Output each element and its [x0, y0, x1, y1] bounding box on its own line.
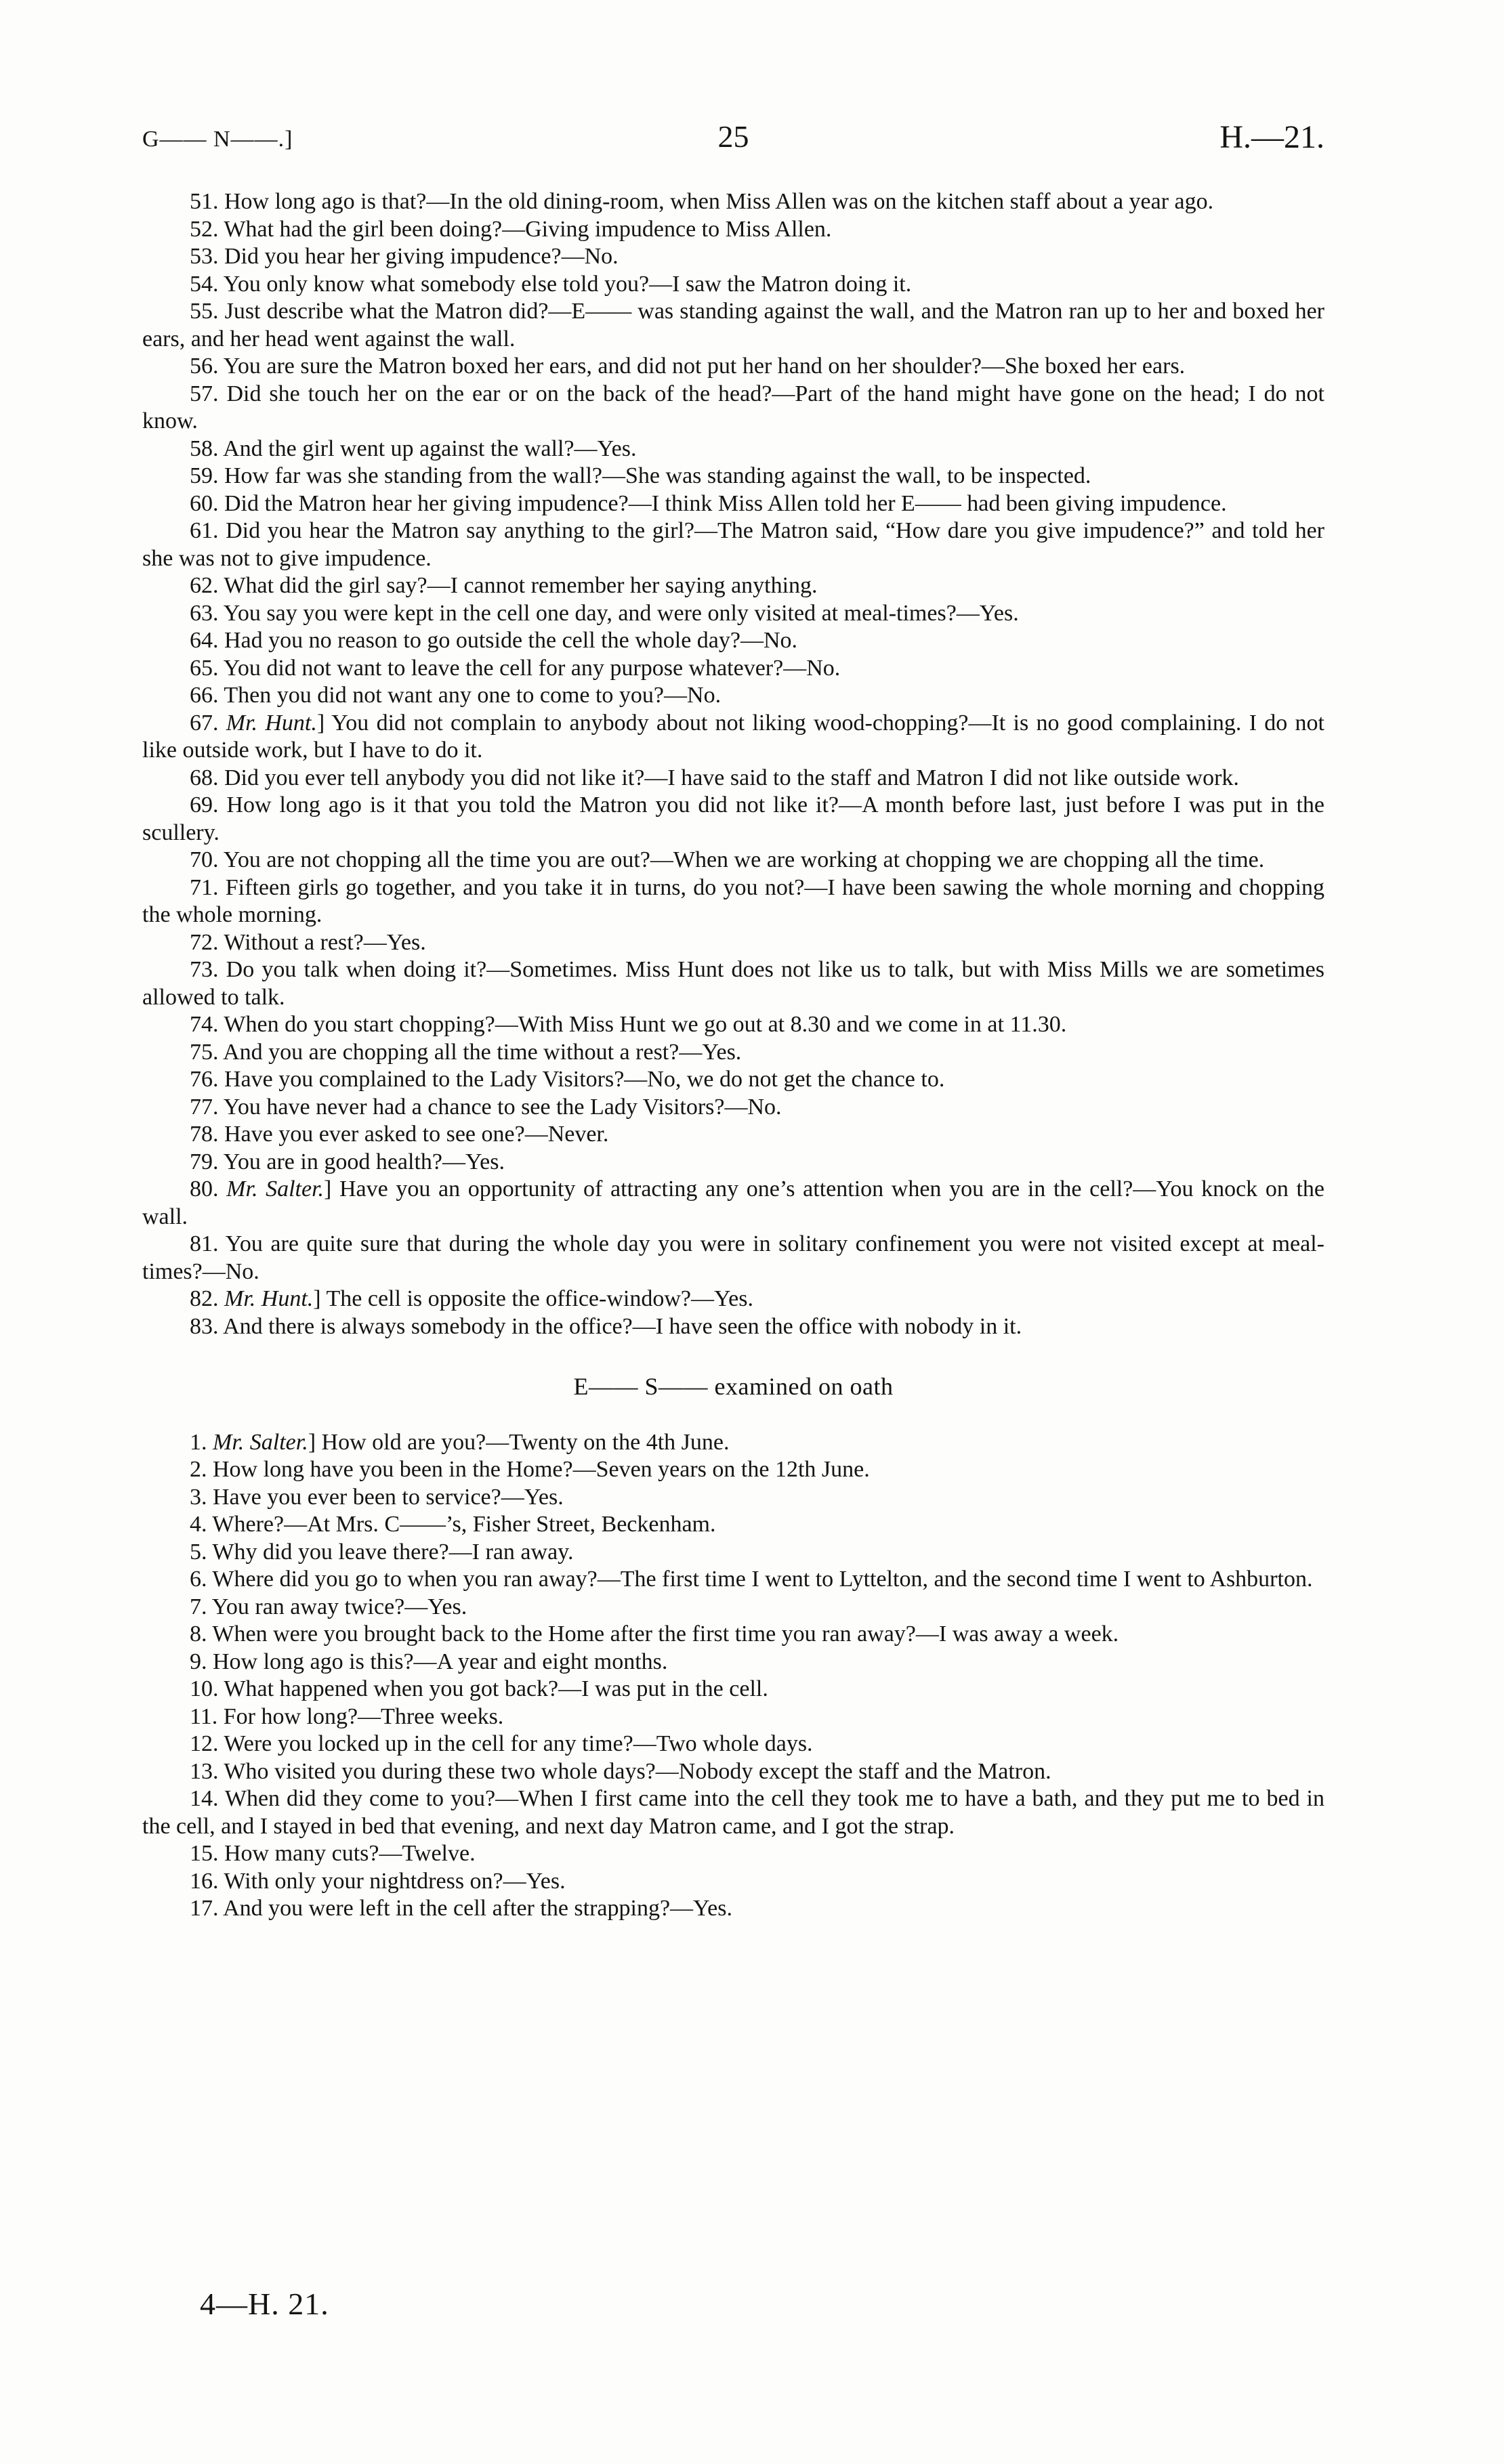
question-answer-item: 83. And there is always somebody in the office?—I have seen the office with nobody in it. [190, 1313, 1022, 1339]
question-answer-item: 65. You did not want to leave the cell for any purpose whatever?—No. [190, 655, 841, 681]
question-answer-item: 80. Mr. Salter.] Have you an opportunity of attracting any one’s attention when you are in the cell?—You knock on the wall. [142, 1176, 1325, 1229]
question-answer-item: 63. You say you were kept in the cell one day, and were only visited at meal-times?—Yes. [190, 600, 1019, 626]
page-footer-signature: 4—H. 21. [200, 2287, 329, 2321]
question-answer-item: 52. What had the girl been doing?—Giving impudence to Miss Allen. [190, 216, 832, 242]
question-answer-item: 17. And you were left in the cell after the strapping?—Yes. [190, 1896, 733, 1921]
question-answer-item: 62. What did the girl say?—I cannot remember her saying anything. [190, 573, 818, 598]
page-header [142, 119, 1324, 166]
page-number: 25 [717, 119, 749, 154]
question-answer-item: 64. Had you no reason to go outside the cell the whole day?—No. [190, 628, 798, 653]
question-answer-item: 6. Where did you go to when you ran away?—The first time I went to Lyttelton, and the second time I went to Ashburton. [190, 1567, 1313, 1592]
question-answer-item: 76. Have you complained to the Lady Visitors?—No, we do not get the chance to. [190, 1067, 945, 1092]
question-answer-item: 78. Have you ever asked to see one?—Never. [190, 1122, 609, 1147]
question-answer-item: 1. Mr. Salter.] How old are you?—Twenty on the 4th June. [190, 1429, 730, 1455]
question-answer-item: 67. Mr. Hunt.] You did not complain to anybody about not liking wood-chopping?—It is no good complaining. I do not like outside work, but I have to do it. [142, 710, 1324, 763]
question-answer-item: 9. How long ago is this?—A year and eight months. [190, 1649, 668, 1674]
question-answer-item: 69. How long ago is it that you told the Matron you did not like it?—A month before last, just before I was put in the scullery. [142, 792, 1324, 845]
question-answer-item: 72. Without a rest?—Yes. [190, 929, 426, 955]
question-answer-item: 54. You only know what somebody else told you?—I saw the Matron doing it. [190, 271, 912, 297]
question-answer-item: 61. Did you hear the Matron say anything to the girl?—The Matron said, “How dare you give impudence?” and told her she was not to give impudence. [142, 518, 1324, 571]
question-answer-item: 10. What happened when you got back?—I was put in the cell. [190, 1676, 768, 1701]
question-answer-item: 51. How long ago is that?—In the old dining-room, when Miss Allen was on the kitchen staff about a year ago. [190, 189, 1214, 214]
page-body [142, 188, 1324, 1923]
question-answer-item: 75. And you are chopping all the time without a rest?—Yes. [190, 1039, 742, 1065]
question-answer-item: 66. Then you did not want any one to come to you?—No. [190, 683, 722, 708]
question-answer-item: 2. How long have you been in the Home?—Seven years on the 12th June. [190, 1457, 870, 1482]
question-answer-item: 55. Just describe what the Matron did?—E—— was standing against the wall, and the Matron ran up to her and boxed her ears, and her head went against the wall. [142, 299, 1324, 352]
header-witness-initials: G—— N——.] [142, 127, 293, 152]
question-answer-item: 57. Did she touch her on the ear or on the back of the head?—Part of the hand might have gone on the head; I do not know. [142, 381, 1324, 433]
question-answer-item: 77. You have never had a chance to see the Lady Visitors?—No. [190, 1094, 782, 1120]
question-answer-item: 11. For how long?—Three weeks. [190, 1703, 504, 1729]
question-answer-item: 81. You are quite sure that during the whole day you were in solitary confinement you were not visited except at meal-times?—No. [142, 1231, 1324, 1284]
question-answer-item: 12. Were you locked up in the cell for any time?—Two whole days. [190, 1731, 813, 1756]
examination-heading: E—— S—— examined on oath [573, 1373, 894, 1400]
question-answer-item: 5. Why did you leave there?—I ran away. [190, 1539, 574, 1565]
question-answer-item: 82. Mr. Hunt.] The cell is opposite the office-window?—Yes. [190, 1286, 753, 1311]
question-answer-item: 73. Do you talk when doing it?—Sometimes. Miss Hunt does not like us to talk, but with Miss Mills we are sometimes allowed to talk. [142, 957, 1324, 1010]
question-answer-item: 13. Who visited you during these two whole days?—Nobody except the staff and the Matron. [190, 1758, 1051, 1784]
question-answer-item: 56. You are sure the Matron boxed her ears, and did not put her hand on her shoulder?—She boxed her ears. [190, 354, 1186, 379]
question-answer-item: 59. How far was she standing from the wall?—She was standing against the wall, to be inspected. [190, 463, 1091, 488]
testimony-section-2 [142, 1429, 1324, 1923]
question-answer-item: 60. Did the Matron hear her giving impudence?—I think Miss Allen told her E—— had been giving impudence. [190, 490, 1227, 516]
question-answer-item: 15. How many cuts?—Twelve. [190, 1841, 476, 1866]
question-answer-item: 70. You are not chopping all the time you are out?—When we are working at chopping we are chopping all the time. [190, 847, 1265, 872]
testimony-section-1 [142, 188, 1324, 1340]
question-answer-item: 3. Have you ever been to service?—Yes. [190, 1484, 564, 1510]
question-answer-item: 74. When do you start chopping?—With Miss Hunt we go out at 8.30 and we come in at 11.30. [190, 1012, 1067, 1037]
document-reference: H.—21. [1219, 119, 1324, 155]
question-answer-item: 79. You are in good health?—Yes. [190, 1149, 505, 1174]
question-answer-item: 53. Did you hear her giving impudence?—No. [190, 244, 619, 269]
question-answer-item: 68. Did you ever tell anybody you did not like it?—I have said to the staff and Matron I did not like outside work. [190, 765, 1239, 790]
question-answer-item: 16. With only your nightdress on?—Yes. [190, 1868, 566, 1894]
question-answer-item: 71. Fifteen girls go together, and you take it in turns, do you not?—I have been sawing the whole morning and chopping the whole morning. [142, 874, 1324, 927]
question-answer-item: 7. You ran away twice?—Yes. [190, 1594, 467, 1619]
question-answer-item: 58. And the girl went up against the wall?—Yes. [190, 436, 637, 461]
question-answer-item: 14. When did they come to you?—When I first came into the cell they took me to have a bath, and they put me to bed in the cell, and I stayed in bed that evening, and next day Matron came, and I got the strap. [142, 1786, 1324, 1839]
question-answer-item: 4. Where?—At Mrs. C——’s, Fisher Street, Beckenham. [190, 1512, 716, 1537]
question-answer-item: 8. When were you brought back to the Home after the first time you ran away?—I was away a week. [190, 1621, 1119, 1647]
